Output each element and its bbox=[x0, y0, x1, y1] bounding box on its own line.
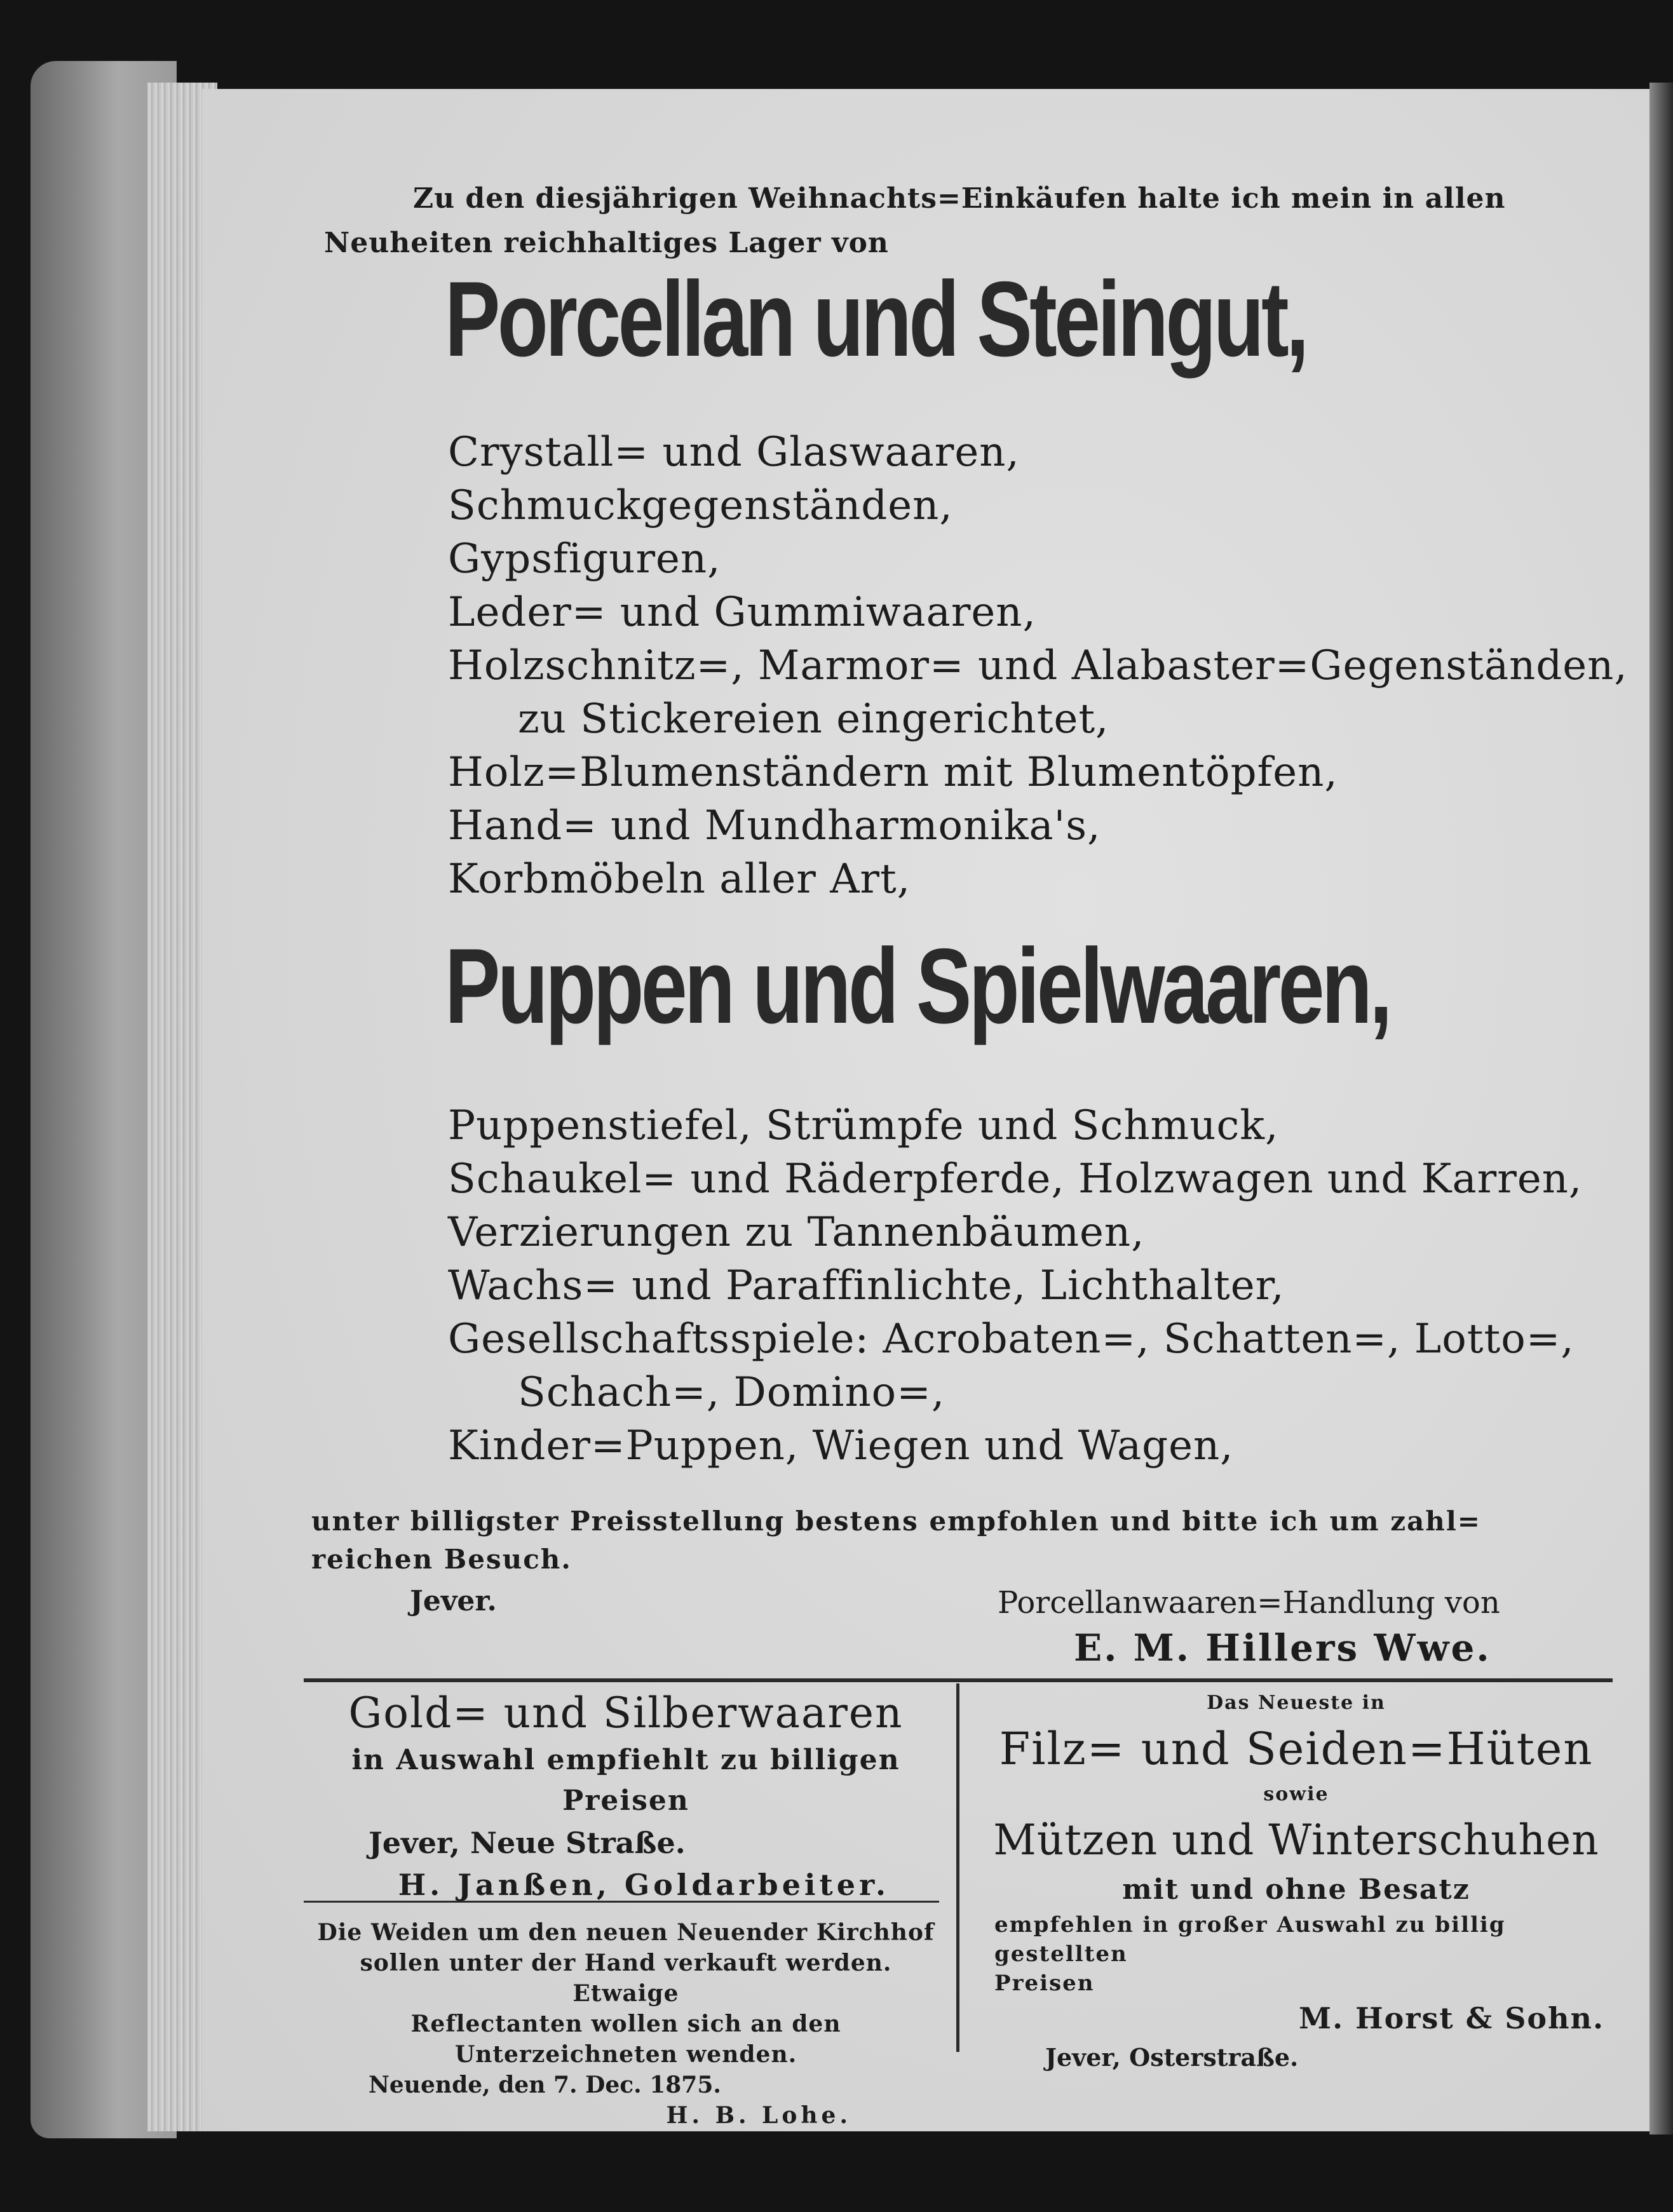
intro-text bbox=[324, 177, 1633, 266]
closing-text bbox=[311, 1502, 1620, 1579]
ad-title: Gold= und Silberwaaren bbox=[348, 1689, 904, 1737]
headline-toys: Puppen und Spielwaaren, bbox=[445, 926, 1390, 1046]
list-item: Holzschnitz=, Marmor= und Alabaster=Gegenständen, bbox=[448, 642, 1628, 689]
ad-subtitle: mit und ohne Besatz bbox=[1122, 1873, 1470, 1906]
town-label: Jever. bbox=[410, 1585, 497, 1617]
shop-name: E. M. Hillers Wwe. bbox=[1074, 1626, 1491, 1669]
ad-hats bbox=[963, 1687, 1630, 2077]
divider-horizontal bbox=[304, 1678, 1613, 1682]
list-item: Gypsfiguren, bbox=[448, 536, 721, 583]
ad-line: Die Weiden um den neuen Neuender Kirchhof bbox=[317, 1919, 935, 1946]
ad-signature: M. Horst & Sohn. bbox=[1299, 2001, 1604, 2035]
ad-line: sollen unter der Hand verkauft werden. Etwaige bbox=[360, 1950, 892, 2007]
list-item: Puppenstiefel, Strümpfe und Schmuck, bbox=[448, 1102, 1279, 1149]
ad-town: Jever, Osterstraße. bbox=[1045, 2043, 1299, 2072]
list-item: Hand= und Mundharmonika's, bbox=[448, 802, 1101, 849]
ad-kicker: Das Neueste in bbox=[1207, 1692, 1386, 1714]
product-list-2 bbox=[448, 1099, 1655, 1473]
list-item: Crystall= und Glaswaaren, bbox=[448, 429, 1020, 476]
list-item: Kinder=Puppen, Wiegen und Wagen, bbox=[448, 1422, 1234, 1469]
list-item: Verzierungen zu Tannenbäumen, bbox=[448, 1209, 1145, 1256]
ad-title: Mützen und Winterschuhen bbox=[993, 1816, 1599, 1865]
ad-connector: sowie bbox=[1263, 1783, 1329, 1805]
list-item: zu Stickereien eingerichtet, bbox=[518, 696, 1109, 743]
list-item: Wachs= und Paraffinlichte, Lichthalter, bbox=[448, 1262, 1285, 1309]
divider-vertical bbox=[956, 1683, 959, 2052]
ad-title: Filz= und Seiden=Hüten bbox=[999, 1723, 1594, 1775]
ad-signature: H. Janßen, Goldarbeiter. bbox=[398, 1868, 890, 1902]
ad-town: Jever, Neue Straße. bbox=[369, 1826, 686, 1860]
ad-line: in Auswahl empfiehlt zu billigen bbox=[351, 1744, 900, 1776]
shop-description: Porcellanwaaren=Handlung von bbox=[998, 1585, 1500, 1621]
list-item: Schmuckgegenständen, bbox=[448, 482, 953, 529]
list-item: Schaukel= und Räderpferde, Holzwagen und Karren, bbox=[448, 1156, 1583, 1203]
ad-line: Preisen bbox=[562, 1784, 689, 1817]
ad-line: empfehlen in großer Auswahl zu billig gestellten bbox=[994, 1912, 1506, 1967]
closing-line-1: unter billigster Preisstellung bestens empfohlen und bitte ich um zahl= bbox=[311, 1506, 1481, 1537]
list-item: Schach=, Domino=, bbox=[518, 1369, 945, 1416]
intro-line-1: Zu den diesjährigen Weihnachts=Einkäufen halte ich mein in allen bbox=[413, 182, 1506, 215]
list-item: Gesellschaftsspiele: Acrobaten=, Schatten=, Lotto=, bbox=[448, 1316, 1575, 1363]
list-item: Leder= und Gummiwaaren, bbox=[448, 589, 1036, 636]
ad-line: Preisen bbox=[994, 1971, 1095, 1996]
product-list-1 bbox=[448, 426, 1655, 906]
list-item: Korbmöbeln aller Art, bbox=[448, 856, 911, 903]
ad-line: Reflectanten wollen sich an den Unterzeichneten wenden. bbox=[410, 2011, 841, 2068]
ad-weiden bbox=[305, 1917, 947, 2131]
closing-line-2: reichen Besuch. bbox=[311, 1544, 572, 1575]
list-item: Holz=Blumenständern mit Blumentöpfen, bbox=[448, 749, 1338, 796]
intro-line-2: Neuheiten reichhaltiges Lager von bbox=[324, 227, 889, 259]
ad-signature: H. B. Lohe. bbox=[666, 2102, 851, 2129]
ad-gold-silver bbox=[305, 1687, 947, 1905]
ad-date: Neuende, den 7. Dec. 1875. bbox=[369, 2072, 721, 2098]
headline-porcelain: Porcellan und Steingut, bbox=[445, 259, 1306, 379]
